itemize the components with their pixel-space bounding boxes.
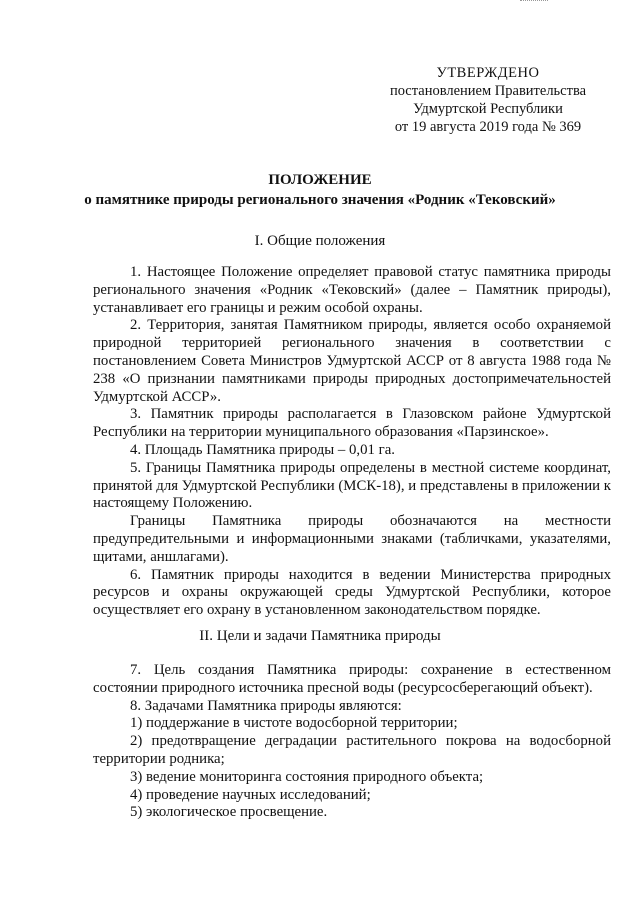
section-body [93,662,611,822]
paragraph: 8. Задачами Памятника природы являются: [130,697,402,714]
paragraph: 7. Цель создания Памятника природы: сохранение в естественном состоянии природного источника пресной воды (ресурсосберегающий объект). [93,662,611,696]
list-item: 5) экологическое просвещение. [130,804,328,821]
section-heading: I. Общие положения [254,233,386,249]
approval-block [388,64,588,136]
section-heading: II. Цели и задачи Памятника природы [199,628,441,644]
paragraph: 4. Площадь Памятника природы – 0,01 га. [130,441,395,458]
paragraph: 1. Настоящее Положение определяет правовой статус памятника природы регионального значения «Родник «Тековский» (далее – Памятник природы), устанавливает его границы и режим особой охраны. [93,264,611,316]
paragraph: 3. Памятник природы располагается в Глазовском районе Удмуртской Республики на территории муниципального образования «Парзинское». [93,406,611,441]
section-body [93,264,611,620]
paragraph: Границы Памятника природы обозначаются на местности предупредительными и информационными знаками (табличками, указателями, щитами, аншлагами). [93,513,611,565]
paragraph: 6. Памятник природы находится в ведении Министерства природных ресурсов и охраны окружающей среды Удмуртской Республики, которое осуществляет его охрану в установленном законодательством порядке. [93,566,611,619]
approval-line: постановлением Правительства [389,83,587,99]
approval-word: УТВЕРЖДЕНО [436,65,540,81]
paragraph: 5. Границы Памятника природы определены в местной системе координат, принятой для Удмуртской Республики (МСК-18), и представлены в приложении к настоящему Положению. [93,459,611,512]
scan-artifact [520,0,548,4]
list-item: 2) предотвращение деградации растительного покрова на водосборной территории родника; [93,733,611,767]
title-main: ПОЛОЖЕНИЕ [268,172,372,188]
paragraph: 2. Территория, занятая Памятником природы, является особо охраняемой природной территорией регионального значения в соответствии с постановлением Совета Министров Удмуртской АССР от 8 августа 1988 года № 238 «О признании памятниками природы природных достопримечательностей Удмуртской АССР». [93,317,611,405]
document-title [60,170,580,210]
list-item: 3) ведение мониторинга состояния природного объекта; [130,768,484,785]
approval-line: Удмуртской Республики [413,101,563,117]
title-subtitle: о памятнике природы регионального значения «Родник «Тековский» [84,192,556,208]
approval-line: от 19 августа 2019 года № 369 [394,119,582,135]
list-item: 1) поддержание в чистоте водосборной территории; [130,715,458,732]
list-item: 4) проведение научных исследований; [130,786,371,803]
